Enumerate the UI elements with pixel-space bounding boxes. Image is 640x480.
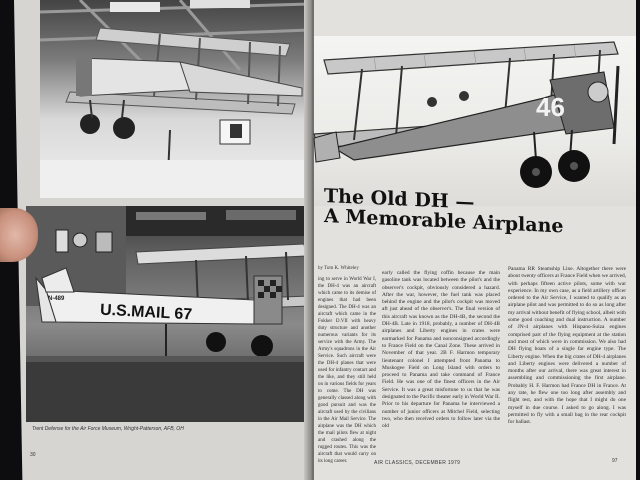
photo-caption: Trent Defense for the Air Force Museum, Wright-Patterson, AFB, OH xyxy=(32,426,184,432)
text-column-right: Panama RR Steamship Line. Altogether there were about twenty officers at France Field when we arrived, with perhaps fifteen active pilots, some with war experience. In my own case, as a field artillery officer ordered to the Air Service, I wanted to qualify as an airplane pilot and was permitted to do so as long after my arrival without benefit of flying school, albeit with some good coaching and dual instruction. A number of JN-4 airplanes with Hispano-Suiza engines comprised part of the flying equipment at the station and most of which were in commission. We also had DH flying boats of a single far engine type. The Liberty engine. When the big crates of DH-4 airplanes and Liberty engines were delivered a number of months after our arrival, there was great interest in assembling and commissioning the first airplane. Probably H. F. Harmon had France DH in France. At any rate, he flew one too long after assembly and flight test, and with the hope that I might do one myself in due course. I asked to go along. I was permitted to fly with a small bag in the rear cockpit for ballast. xyxy=(508,266,627,426)
museum-airmail-biplane-photo xyxy=(26,206,310,422)
aircraft-number-marking: 46 xyxy=(536,92,565,122)
museum-biplane-photo-top xyxy=(40,0,310,198)
aircraft-tail-code: N-489 xyxy=(48,296,65,302)
text-column-left: ing to serve in World War I, the DH-4 was an aircraft which came to its demise of engines that had been designed. The DH-4 was an aircraft which came in the Fokker D.VII with heavy duty structure and another numerous variants for its service with the Army. The Army's squadrons in the Air Service. Such aircraft were the DH-4 planes that were used for infantry contact and the like, and they still held on in various fields for years to come. The DH was generally classed along with good pursuit and was the aircraft used by the civilians in the Air Mail Service. The airplane was the DH which the mail pilots flew at night and crashed along the rugged routes. This was the aircraft that would carry on its long career. xyxy=(318,277,376,464)
aircraft-mail-marking: U.S.MAIL 67 xyxy=(99,301,193,324)
page-number-left: 30 xyxy=(30,452,36,458)
byline: by Tom K. Whiteley xyxy=(318,266,359,271)
issue-footer: AIR CLASSICS, DECEMBER 1979 xyxy=(374,460,461,466)
title-line-2: A Memorable Airplane xyxy=(324,205,564,238)
page-number-right: 97 xyxy=(612,458,618,464)
flying-biplane-photo xyxy=(314,36,636,206)
text-column-middle: early called the flying coffin because the main gasoline tank was located between the pilot's and the observer's cockpit, obviously considered a hazard. After the war, however, the fuel tank was placed behind the engine and the pilot's cockpit was moved aft just ahead of the observer's. The final version of this aircraft was known as the DH-4B, the second the DH-4B. Late in 1918, probably, a number of DH-4B airplanes and Liberty engines in crates were earmarked for Panama and nonconsigned accordingly to France Field on the Canal Zone. These arrived in November of that year. 2B F. Harmon temporary lieutenant colonel I attempted front Panama to Muskogee Field on Long Island with orders to proceed to Panama and take command of France Field. He was one of the finest officers in the Air Service. It was a great misfortune to us that he was designated to the Pacific theater early in World War II. Prior to his departure for Panama he interviewed a number of junior officers at Mitchel Field, selecting two, who then received orders to follow later via the old xyxy=(382,270,500,430)
title-line-1: The Old DH — xyxy=(324,185,475,214)
